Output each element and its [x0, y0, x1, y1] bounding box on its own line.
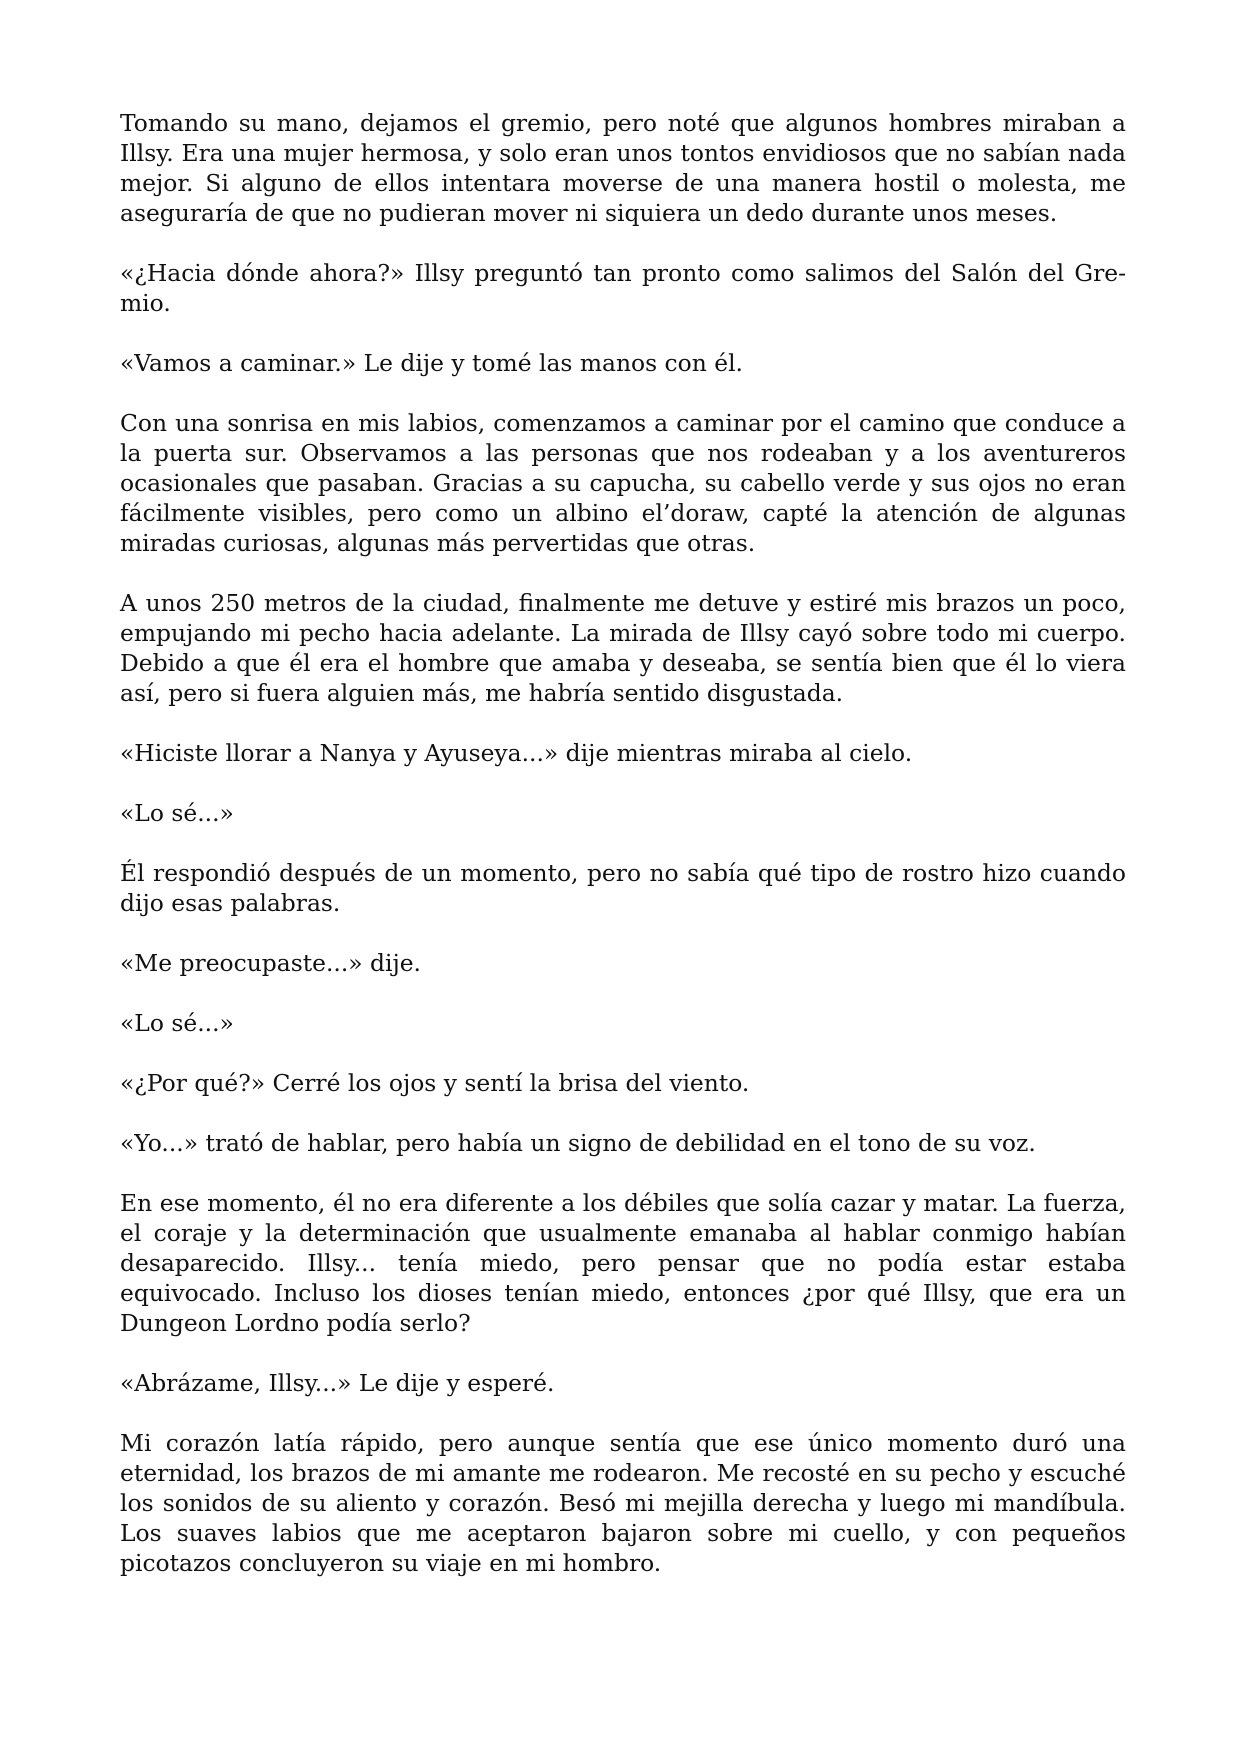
- body-text: [120, 108, 1126, 1608]
- paragraph: «Yo...» trató de hablar, pero había un signo de debilidad en el tono de su voz.: [120, 1129, 1036, 1157]
- paragraph: «¿Por qué?» Cerré los ojos y sentí la brisa del viento.: [120, 1069, 750, 1097]
- paragraph: «Abrázame, Illsy...» Le dije y esperé.: [120, 1369, 555, 1397]
- paragraph: «¿Hacia dónde ahora?» Illsy preguntó tan pronto como salimos del Salón del Gremio.: [120, 259, 1126, 317]
- paragraph: Mi corazón latía rápido, pero aunque sentía que ese único momento duró una eternidad, los brazos de mi amante me rodearon. Me recosté en su pecho y escuché los sonidos de su aliento y corazón. Besó mi mejilla derecha y luego mi mandíbula. Los suaves labios que me aceptaron bajaron sobre mi cuello, y con pequeños picotazos concluyeron su viaje en mi hombro.: [120, 1429, 1126, 1577]
- paragraph: «Lo sé...»: [120, 1009, 234, 1037]
- paragraph: En ese momento, él no era diferente a los débiles que solía cazar y matar. La fuerza, el coraje y la determinación que usualmente emanaba al hablar conmigo habían desaparecido. Illsy... tenía miedo, pero pensar que no podía estar estaba equivocado. Incluso los dioses tenían miedo, entonces ¿por qué Illsy, que era un Dungeon Lordno podía serlo?: [120, 1189, 1126, 1337]
- paragraph: «Vamos a caminar.» Le dije y tomé las manos con él.: [120, 349, 743, 377]
- paragraph: Con una sonrisa en mis labios, comenzamos a caminar por el camino que conduce a la puerta sur. Observamos a las personas que nos rodeaban y a los aventureros ocasionales que pasaban. Gracias a su capucha, su cabello verde y sus ojos no eran fácilmente visibles, pero como un albino el’doraw, capté la atención de algunas miradas curiosas, algunas más pervertidas que otras.: [120, 409, 1126, 557]
- paragraph: «Me preocupaste...» dije.: [120, 949, 421, 977]
- paragraph: Tomando su mano, dejamos el gremio, pero noté que algunos hombres miraban a Illsy. Era una mujer hermosa, y solo eran unos tontos envidiosos que no sabían nada mejor. Si alguno de ellos intentara moverse de una manera hostil o molesta, me aseguraría de que no pudieran mover ni siquiera un dedo durante unos meses.: [120, 109, 1126, 227]
- paragraph: A unos 250 metros de la ciudad, finalmente me detuve y estiré mis brazos un poco, empujando mi pecho hacia adelante. La mirada de Illsy cayó sobre todo mi cuerpo. Debido a que él era el hombre que amaba y deseaba, se sentía bien que él lo viera así, pero si fuera alguien más, me habría sentido disgustada.: [120, 589, 1126, 707]
- paragraph: «Lo sé...»: [120, 799, 234, 827]
- paragraph: «Hiciste llorar a Nanya y Ayuseya...» dije mientras miraba al cielo.: [120, 739, 913, 767]
- paragraph: Él respondió después de un momento, pero no sabía qué tipo de rostro hizo cuando dijo esas palabras.: [120, 859, 1126, 917]
